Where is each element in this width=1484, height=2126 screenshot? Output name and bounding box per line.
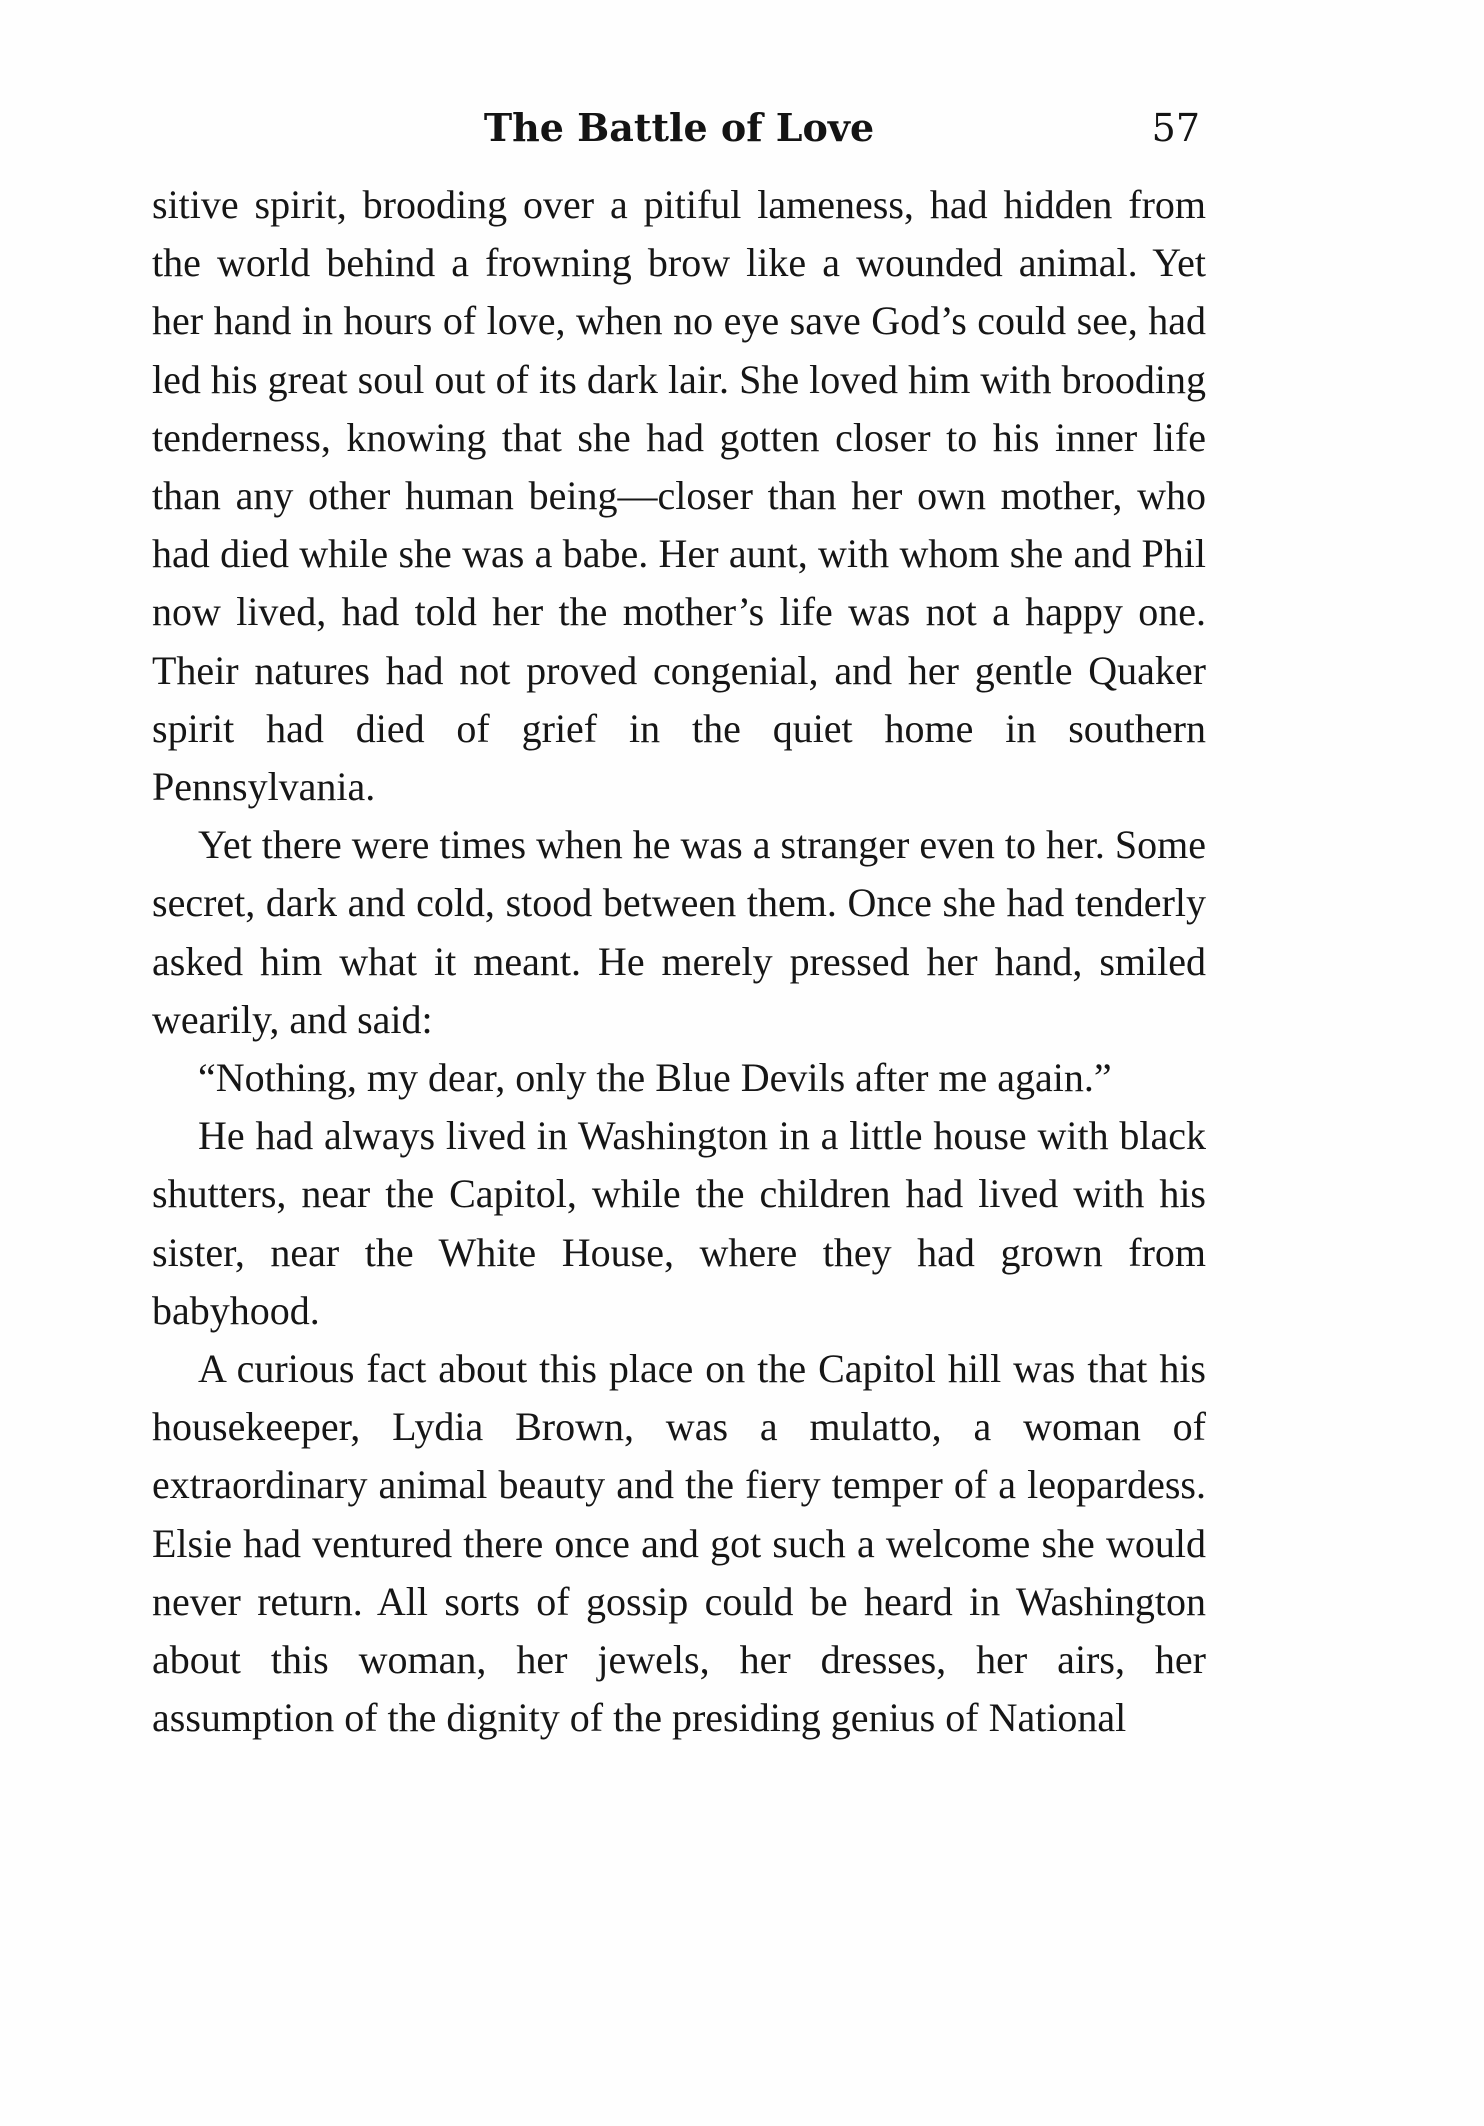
body-text	[152, 176, 1206, 1747]
paragraph: A curious fact about this place on the Capitol hill was that his housekeeper, Lydia Brown, was a mulatto, a woman of extraordinary animal beauty and the fiery temper of a leopardess. Elsie had ventured there once and got such a welcome she would never return. All sorts of gossip could be heard in Washington about this woman, her jewels, her dresses, her airs, her assumption of the dignity of the presiding genius of National	[152, 1346, 1206, 1741]
paragraph-quote: “Nothing, my dear, only the Blue Devils after me again.”	[198, 1055, 1112, 1101]
page-header	[152, 100, 1206, 160]
running-title: The Battle of Love	[483, 105, 875, 150]
paragraph-continued: sitive spirit, brooding over a pitiful lameness, had hidden from the world behind a frowning brow like a wounded animal. Yet her hand in hours of love, when no eye save God’s could see, had led his great soul out of its dark lair. She loved him with brooding tenderness, knowing that she had gotten closer to his inner life than any other human being—closer than her own mother, who had died while she was a babe. Her aunt, with whom she and Phil now lived, had told her the mother’s life was not a happy one. Their natures had not proved congenial, and her gentle Quaker spirit had died of grief in the quiet home in southern Pennsylvania.	[152, 182, 1206, 810]
paragraph: Yet there were times when he was a stranger even to her. Some secret, dark and cold, stood between them. Once she had tenderly asked him what it meant. He merely pressed her hand, smiled wearily, and said:	[152, 822, 1206, 1042]
paragraph: He had always lived in Washington in a little house with black shutters, near the Capitol, while the children had lived with his sister, near the White House, where they had grown from babyhood.	[152, 1113, 1206, 1333]
page-number: 57	[1151, 106, 1200, 150]
